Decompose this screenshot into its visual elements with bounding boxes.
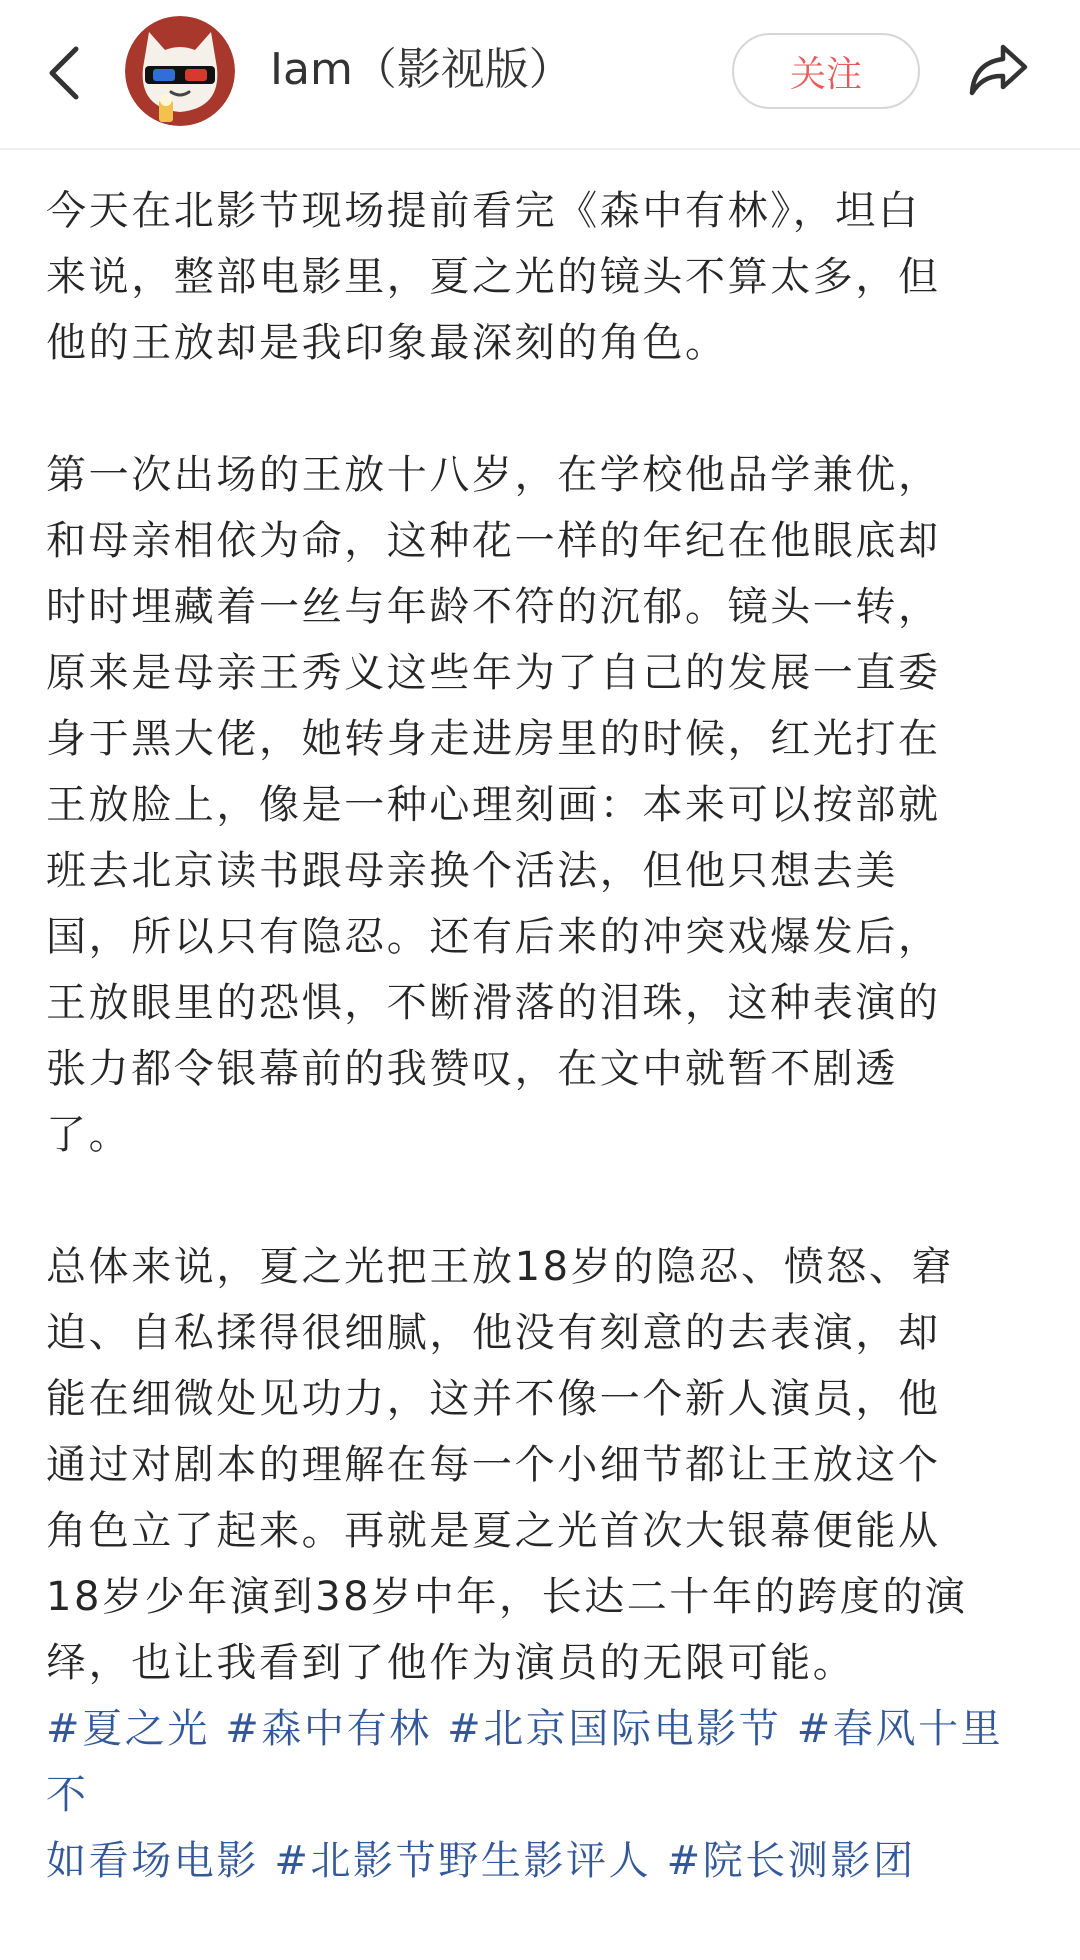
follow-button[interactable]: 关注	[732, 33, 920, 109]
post-paragraph-1: 今天在北影节现场提前看完《森中有林》，坦白 来说，整部电影里，夏之光的镜头不算太多，但 他的王放却是我印象最深刻的角色。	[46, 188, 941, 366]
share-button[interactable]	[958, 30, 1038, 110]
post-paragraph-3: 总体来说，夏之光把王放18岁的隐忍、愤怒、窘 迫、自私揉得很细腻，他没有刻意的去表演，却 能在细微处见功力，这并不像一个新人演员，他 通过对剧本的理解在每一个小细节都让王放这个 角色立了起来。再就是夏之光首次大银幕便能从 18岁少年演到38岁中年，长达二十年的跨度的演 绎，也让我看到了他作为演员的无限可能。	[46, 1244, 968, 1686]
hashtag-link[interactable]: #院长测影团	[666, 1838, 916, 1884]
avatar[interactable]	[125, 16, 235, 126]
hashtag-link[interactable]: #北影节野生影评人	[274, 1838, 652, 1884]
chevron-left-icon	[46, 45, 80, 101]
author-name[interactable]: Iam（影视版）	[270, 44, 573, 95]
back-button[interactable]	[38, 38, 88, 108]
top-bar	[0, 0, 1080, 150]
post-body	[46, 178, 1044, 1960]
post-paragraph-2: 第一次出场的王放十八岁，在学校他品学兼优， 和母亲相依为命，这种花一样的年纪在他眼底却 时时埋藏着一丝与年龄不符的沉郁。镜头一转， 原来是母亲王秀义这些年为了自己的发展一直委 身于黑大佬，她转身走进房里的时候，红光打在 王放脸上，像是一种心理刻画：本来可以按部就 班去北京读书跟母亲换个活法，但他只想去美 国，所以只有隐忍。还有后来的冲突戏爆发后， 王放眼里的恐惧，不断滑落的泪珠，这种表演的 张力都令银幕前的我赞叹，在文中就暂不剧透 了。	[46, 452, 941, 1158]
hashtag-link[interactable]: #北京国际电影节	[447, 1706, 782, 1752]
hashtag-list	[46, 1696, 1044, 1894]
hashtag-link[interactable]: #春风十里不 如看场电影	[46, 1706, 1004, 1884]
share-arrow-icon	[967, 43, 1029, 97]
hashtag-link[interactable]: #夏之光	[46, 1706, 210, 1752]
hashtag-link[interactable]: #森中有林	[225, 1706, 432, 1752]
cartoon-cat-with-3d-glasses-avatar	[125, 16, 235, 126]
